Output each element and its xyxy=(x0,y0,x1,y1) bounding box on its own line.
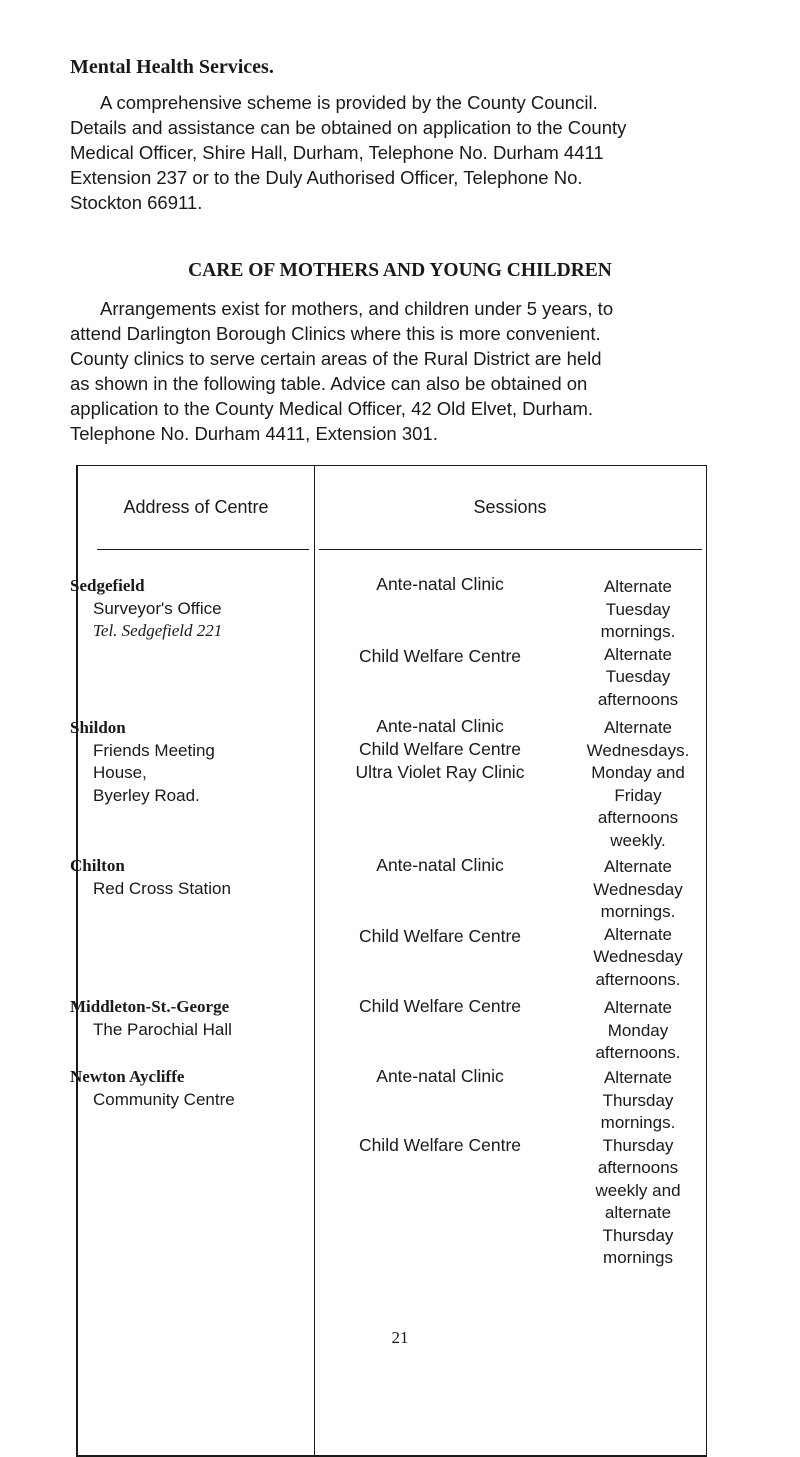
session-service: Ante-natal Clinic xyxy=(376,1066,504,1086)
times-line: Thursday xyxy=(602,1225,674,1245)
session-service: Child Welfare Centre xyxy=(358,1135,522,1155)
session-times xyxy=(568,576,708,711)
column-header-address: Address of Centre xyxy=(123,497,269,517)
times-line: Alternate xyxy=(603,998,673,1017)
section-heading-mental-health: Mental Health Services. xyxy=(70,56,274,78)
para-line: A comprehensive scheme is provided by the County Council. xyxy=(100,92,598,113)
centre-address-line: The Parochial Hall xyxy=(93,1019,232,1039)
centre-address-line: Surveyor's Office xyxy=(93,598,222,618)
session-times xyxy=(568,856,708,991)
times-line: Alternate xyxy=(603,1068,673,1087)
para-line: Telephone No. Durham 4411, Extension 301. xyxy=(70,423,438,444)
session-service: Ultra Violet Ray Clinic xyxy=(355,762,525,782)
para-line: Arrangements exist for mothers, and children under 5 years, to xyxy=(100,298,614,319)
page-number: 21 xyxy=(391,1328,409,1347)
centre-address-line: Byerley Road. xyxy=(93,785,200,805)
session-times xyxy=(568,1067,708,1270)
centre-name: Shildon xyxy=(70,718,126,737)
column-header-sessions: Sessions xyxy=(473,497,547,517)
para-line: Medical Officer, Shire Hall, Durham, Telephone No. Durham 4411 xyxy=(70,142,604,163)
session-service: Ante-natal Clinic xyxy=(376,574,504,594)
session-times xyxy=(568,717,708,852)
times-line: Monday and xyxy=(591,763,685,782)
times-line: Alternate xyxy=(603,644,673,664)
centre-name: Newton Aycliffe xyxy=(70,1067,185,1086)
times-line: Alternate xyxy=(603,857,673,876)
times-line: Thursday xyxy=(602,1090,674,1110)
times-line: Wednesdays. xyxy=(586,740,690,760)
table-row-sedgefield-address xyxy=(70,575,310,643)
centre-address-line: Community Centre xyxy=(93,1089,235,1109)
times-line: Tuesday xyxy=(605,667,671,686)
centre-name: Sedgefield xyxy=(70,576,145,595)
times-line: afternoons. xyxy=(595,969,681,989)
session-service: Child Welfare Centre xyxy=(358,926,522,946)
table-header-rule xyxy=(319,549,702,550)
times-line: mornings xyxy=(603,1248,673,1267)
times-line: Tuesday xyxy=(605,599,671,619)
table-row-shildon-address xyxy=(70,717,310,807)
session-service: Child Welfare Centre xyxy=(358,646,522,666)
table-row-newton-aycliffe-address xyxy=(70,1066,310,1111)
times-line: afternoons xyxy=(597,1158,679,1177)
table-divider-rule xyxy=(314,465,315,1456)
times-line: afternoons xyxy=(597,689,679,709)
times-line: afternoons. xyxy=(595,1043,681,1062)
table-row-middleton-address xyxy=(70,996,310,1041)
session-service: Ante-natal Clinic xyxy=(376,716,504,736)
para-line: Extension 237 or to the Duly Authorised Officer, Telephone No. xyxy=(70,167,583,188)
table-top-rule xyxy=(76,465,706,466)
times-line: alternate xyxy=(604,1203,672,1222)
centre-name: Chilton xyxy=(70,856,125,875)
para-line: attend Darlington Borough Clinics where this is more convenient. xyxy=(70,323,601,344)
centre-address-line: Friends Meeting xyxy=(93,740,215,760)
times-line: weekly and xyxy=(595,1180,681,1200)
times-line: mornings. xyxy=(600,902,676,921)
session-times xyxy=(568,997,708,1065)
para-line: County clinics to serve certain areas of the Rural District are held xyxy=(70,348,602,369)
times-line: Thursday xyxy=(602,1135,674,1155)
centre-address-line: House, xyxy=(93,763,147,782)
times-line: Monday xyxy=(607,1020,669,1040)
para-line: as shown in the following table. Advice can also be obtained on xyxy=(70,373,588,394)
times-line: Alternate xyxy=(603,577,673,596)
times-line: Wednesday xyxy=(593,947,683,966)
section-heading-care-of-mothers: CARE OF MOTHERS AND YOUNG CHILDREN xyxy=(188,260,612,281)
centre-address-line: Red Cross Station xyxy=(93,878,231,898)
times-line: Alternate xyxy=(603,718,673,737)
para-line: Details and assistance can be obtained on application to the County xyxy=(70,117,627,138)
centre-name: Middleton-St.-George xyxy=(70,997,230,1016)
centre-telephone: Tel. Sedgefield 221 xyxy=(93,621,223,640)
times-line: mornings. xyxy=(600,1113,676,1132)
times-line: afternoons xyxy=(597,808,679,827)
care-paragraph xyxy=(70,296,736,446)
session-service: Child Welfare Centre xyxy=(358,996,522,1016)
table-row-chilton-address xyxy=(70,855,310,900)
mental-health-paragraph xyxy=(70,90,736,215)
times-line: Friday xyxy=(614,785,662,805)
times-line: mornings. xyxy=(600,622,676,641)
para-line: Stockton 66911. xyxy=(70,192,203,213)
times-line: Wednesday xyxy=(593,879,683,899)
session-service: Ante-natal Clinic xyxy=(376,855,504,875)
para-line: application to the County Medical Officer, 42 Old Elvet, Durham. xyxy=(70,398,594,419)
session-service: Child Welfare Centre xyxy=(358,739,522,759)
times-line: weekly. xyxy=(610,830,666,850)
table-header-rule xyxy=(97,549,309,550)
times-line: Alternate xyxy=(603,924,673,944)
